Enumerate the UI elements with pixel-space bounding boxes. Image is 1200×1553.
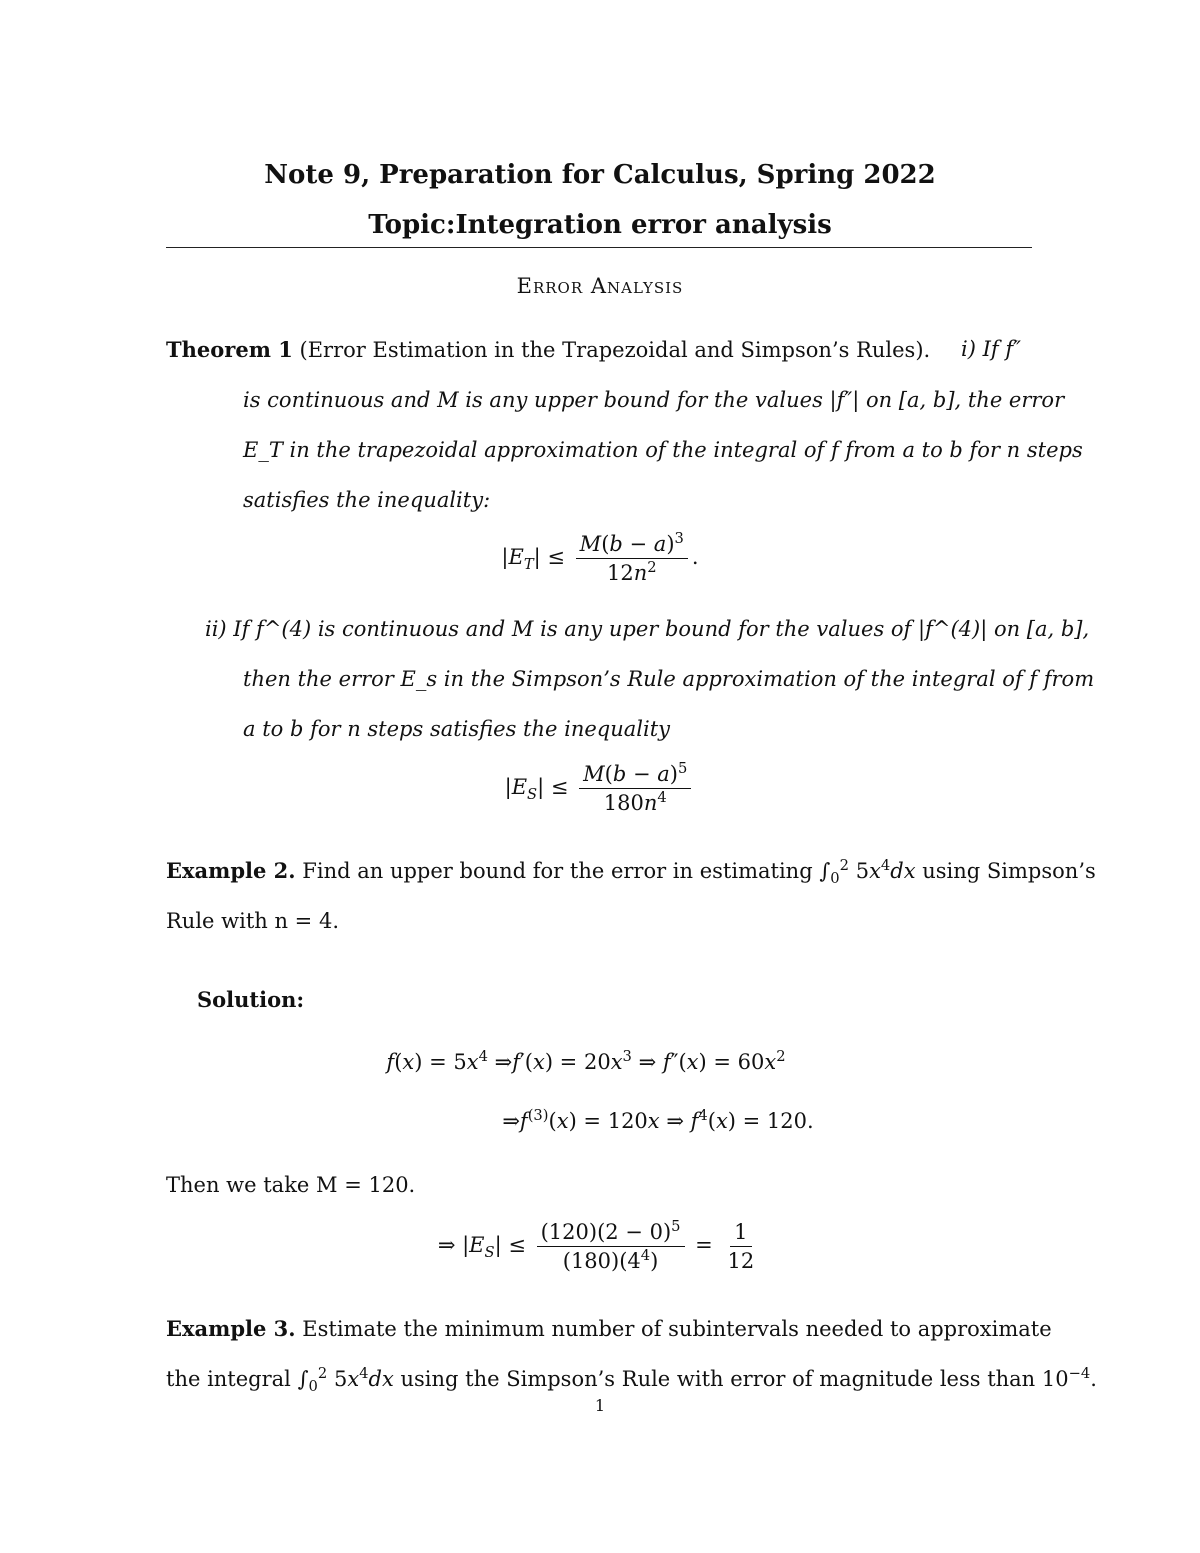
page-title: Note 9, Preparation for Calculus, Spring 2022: [264, 160, 936, 190]
theorem-line-1: [166, 337, 1036, 362]
theorem-label: Theorem 1: [166, 337, 293, 362]
theorem-part-ii-line3: a to b for n steps satisfies the inequality: [243, 717, 671, 741]
example3-text-line1: Estimate the minimum number of subintervals needed to approximate: [302, 1317, 1052, 1341]
theorem-part-ii-line1: ii) If f^(4) is continuous and M is any uper bound for the values of |f^(4)| on [a, b],: [205, 617, 1090, 641]
equation-trapezoid-bound: $|E_T|$ ≤ $\frac{M(b - a)^3}{12n^2}$ .: [501, 530, 699, 585]
example2-label: Example 2.: [166, 858, 296, 883]
example2-text-a: Find an upper bound for the error in estimating: [302, 859, 813, 883]
example3-integral: $\int_0^2$ $5x^4dx$: [297, 1365, 394, 1396]
example2-text-b: using Simpson’s: [922, 859, 1096, 883]
equation-derivatives-1: $f(x) = 5x^4$ ⇒f′(x) = $20x^3$ ⇒ $f''(x) = 60x^2$: [386, 1048, 786, 1074]
page-number: 1: [594, 1396, 606, 1415]
title-rule: [166, 247, 1032, 248]
theorem-part-i-line2: is continuous and M is any upper bound for the values |f″| on [a, b], the error: [243, 388, 1065, 412]
equation-example2-result: ⇒ $|E_S|$ ≤ $\frac{(120)(2 - 0)^5}{(180)(4^4)}$ = $\frac{1}{12}$: [437, 1218, 755, 1273]
theorem-part-i-line3: E_T in the trapezoidal approximation of the integral of f from a to b for n steps: [243, 438, 1083, 462]
example3-line2: the integral $\int_0^2$ $5x^4dx$ using the Simpson’s Rule with error of magnitude less than $10^{-4}$.: [166, 1365, 1097, 1396]
theorem-part-i-start: i) If f″: [961, 337, 1021, 361]
example3-text-b: using the Simpson’s Rule with error of magnitude less than 10: [400, 1367, 1069, 1391]
example2-line2: Rule with n = 4.: [166, 909, 339, 933]
example2-line1: [166, 857, 1096, 888]
section-heading: Error Analysis: [516, 274, 684, 298]
example3-text-a: the integral: [166, 1367, 291, 1391]
then-text: Then we take M = 120.: [166, 1173, 416, 1197]
theorem-part-ii-line2: then the error E_s in the Simpson’s Rule approximation of the integral of f from: [243, 667, 1095, 691]
example3-line1: [166, 1316, 1052, 1341]
theorem-part-i-line4: satisfies the inequality:: [243, 488, 491, 512]
equation-simpson-bound: $|E_S|$ ≤ $\frac{M(b - a)^5}{180n^4}$: [0, 762, 1200, 815]
equation-derivatives-2: $\Rightarrow f^{(3)}(x) = 120x$ ⇒ $f^4(x) = 120$.: [502, 1107, 814, 1133]
example3-exponent: −4: [1068, 1365, 1091, 1382]
example2-integral: $\int_0^2$ $5x^4dx$: [819, 857, 916, 888]
solution-label: Solution:: [197, 987, 305, 1012]
example3-label: Example 3.: [166, 1316, 296, 1341]
theorem-name: (Error Estimation in the Trapezoidal and Simpson’s Rules).: [299, 338, 931, 362]
page-subtitle: Topic:Integration error analysis: [368, 210, 832, 240]
